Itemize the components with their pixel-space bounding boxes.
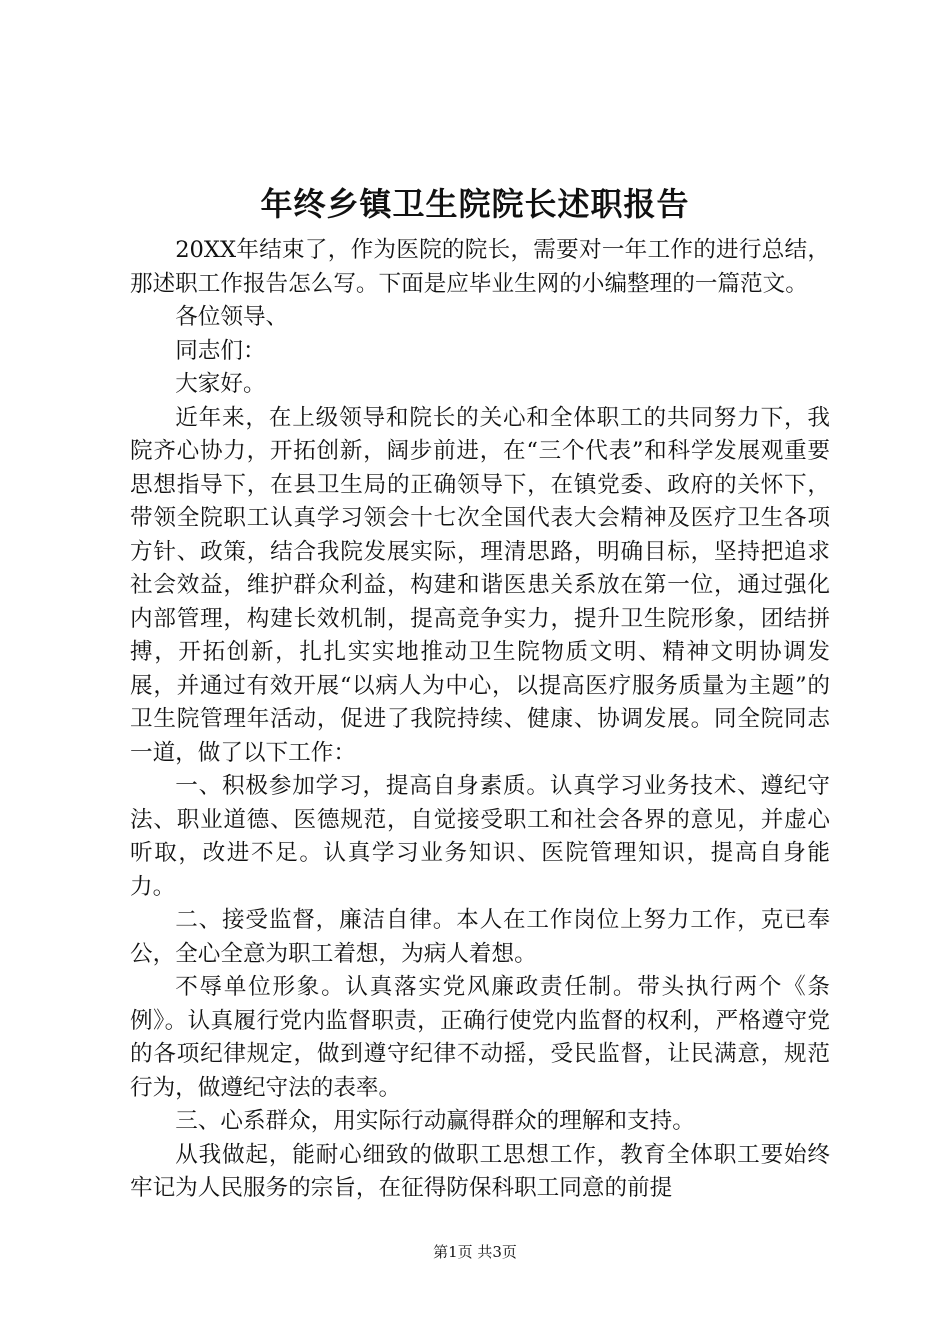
document-title: 年终乡镇卫生院院长述职报告 [260, 185, 690, 223]
paragraph: 从我做起，能耐心细致的做职工思想工作，教育全体职工要始终牢记为人民服务的宗旨，在征得防保科职工同意的前提 [130, 1141, 830, 1201]
paragraph: 各位领导、 [175, 304, 289, 330]
document-body [130, 234, 830, 1206]
paragraph: 一、积极参加学习，提高自身素质。认真学习业务技术、遵纪守法、职业道德、医德规范，自觉接受职工和社会各界的意见，并虚心听取，改进不足。认真学习业务知识、医院管理知识，提高自身能力。 [130, 773, 830, 900]
paragraph: 近年来，在上级领导和院长的关心和全体职工的共同努力下，我院齐心协力，开拓创新，阔步前进，在“三个代表”和科学发展观重要思想指导下，在县卫生局的正确领导下，在镇党委、政府的关怀下，带领全院职工认真学习领会十七次全国代表大会精神及医疗卫生各项方针、政策，结合我院发展实际，理清思路，明确目标，坚持把追求社会效益，维护群众利益，构建和谐医患关系放在第一位，通过强化内部管理，构建长效机制，提高竞争实力，提升卫生院形象，团结拼搏，开拓创新，扎扎实实地推动卫生院物质文明、精神文明协调发展，并通过有效开展“以病人为中心，以提高医疗服务质量为主题”的卫生院管理年活动，促进了我院持续、健康、协调发展。同全院同志一道，做了以下工作： [130, 404, 830, 766]
page-footer: 第1页 共3页 [433, 1243, 517, 1261]
paragraph: 大家好。 [175, 371, 266, 397]
paragraph: 同志们： [175, 337, 266, 364]
paragraph: 三、心系群众，用实际行动赢得群众的理解和支持。 [175, 1108, 695, 1134]
paragraph: 不辱单位形象。认真落实党风廉政责任制。带头执行两个《条例》。认真履行党内监督职责，正确行使党内监督的权利，严格遵守党的各项纪律规定，做到遵守纪律不动摇，受民监督，让民满意，规范行为，做遵纪守法的表率。 [130, 974, 830, 1101]
paragraph: 20XX年结束了，作为医院的院长，需要对一年工作的进行总结，那述职工作报告怎么写。下面是应毕业生网的小编整理的一篇范文。 [130, 237, 830, 297]
paragraph: 二、接受监督，廉洁自律。本人在工作岗位上努力工作，克已奉公，全心全意为职工着想，为病人着想。 [130, 907, 830, 967]
